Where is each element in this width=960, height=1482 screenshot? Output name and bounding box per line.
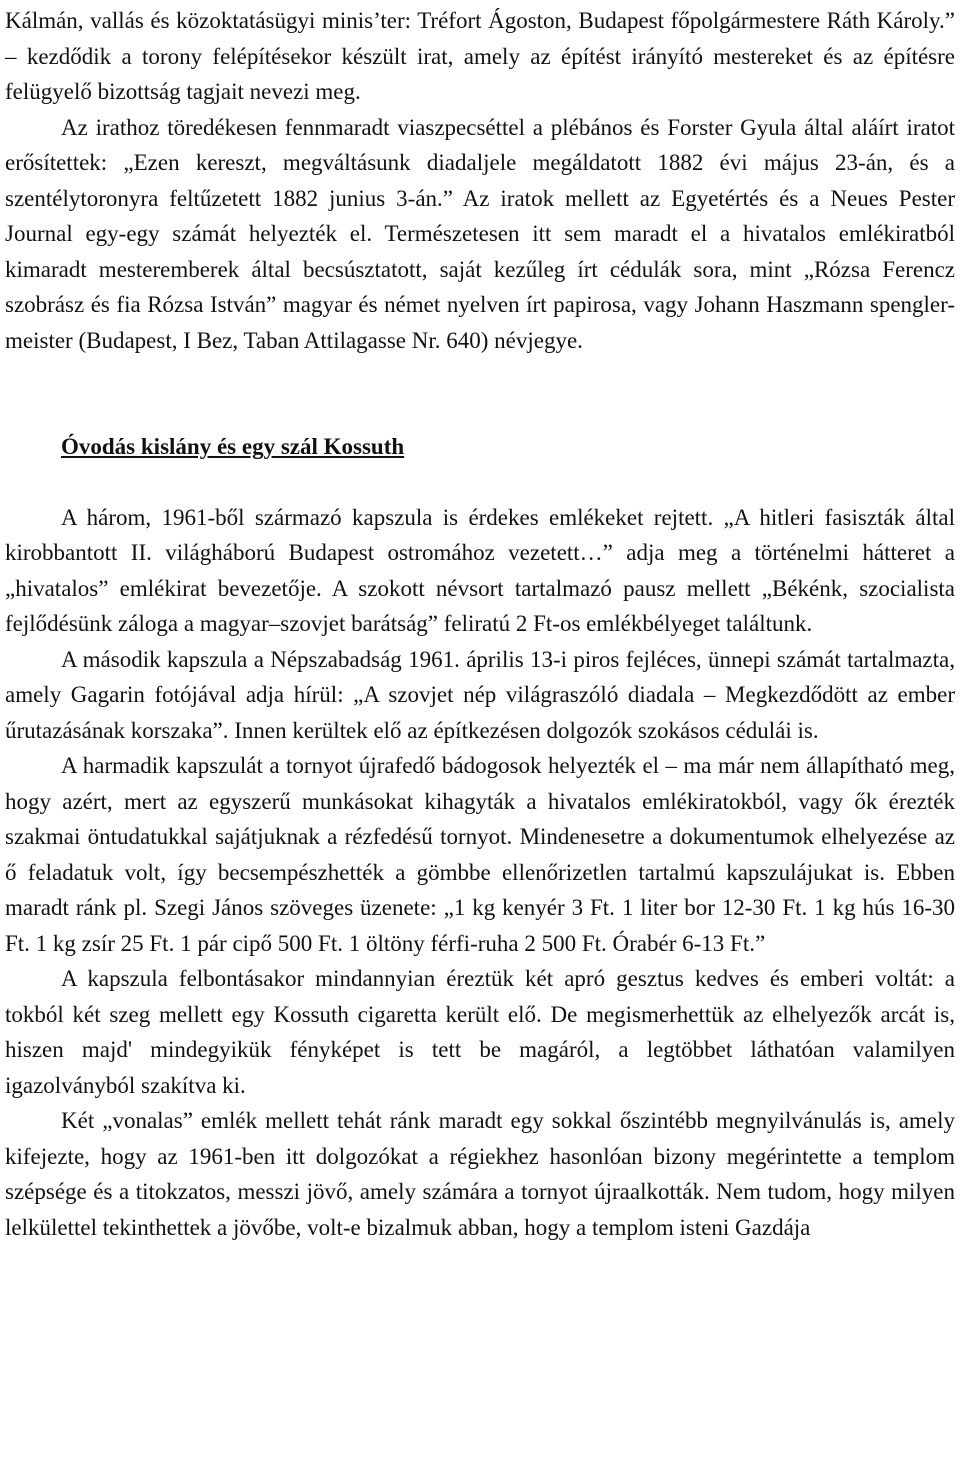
paragraph-sincere-message: Két „vonalas” emlék mellett tehát ránk maradt egy sokkal őszintébb megnyilvánulás is, amely kifejezte, hogy az 1961-ben itt dolgozókat a régiekhez hasonlóan bizony megérintette a templom szépsége és a titokzatos, messzi jövő, amely számára a tornyot újraalkották. Nem tudom, hogy milyen lelkülettel tekinthettek a jövőbe, volt-e bizalmuk abban, hogy a templom isteni Gazdája (5, 1108, 955, 1240)
paragraph-seal-document: Az irathoz töredékesen fennmaradt viaszpecséttel a plébános és Forster Gyula által aláírt iratot erősítettek: „Ezen kereszt, megváltásunk diadaljele megáldatott 1882 évi május 23-án, és a szentélytoronyra feltűzetett 1882 junius 3-án.” Az iratok mellett az Egyetértés és a Neues Pester Journal egy-egy számát helyezték el. Természetesen itt sem maradt el a hivatalos emlékiratból kimaradt mesteremberek által becsúsztatott, saját kezűleg írt cédulák sora, mint „Rózsa Ferencz szobrász és fia Rózsa István” magyar és német nyelven írt papirosa, vagy Johann Haszmann spengler-meister (Budapest, I Bez, Taban Attilagasse Nr. 640) névjegye. (5, 114, 955, 353)
paragraph-1961-capsules: A három, 1961-ből származó kapszula is érdekes emlékeket rejtett. „A hitleri fasiszták által kirobbantott II. világháború Budapest ostromához vezetett…” adja meg a történelmi hátteret a „hivatalos” emlékirat bevezetője. A szokott névsort tartalmazó pausz mellett „Békénk, szocialista fejlődésünk záloga a magyar–szovjet barátság” feliratú 2 Ft-os emlékbélyeget találtunk. (5, 504, 955, 636)
paragraph-third-capsule: A harmadik kapszulát a tornyot újrafedő bádogosok helyezték el – ma már nem állapítható meg, hogy azért, mert az egyszerű munkásokat kihagyták a hivatalos emlékiratokból, vagy ők érezték szakmai öntudatukkal sajátjuknak a rézfedésű tornyot. Mindenesetre a dokumentumok elhelyezése az ő feladatuk volt, így becsempészhették a gömbbe ellenőrizetlen tartalmú kapszulájukat is. Ebben maradt ránk pl. Szegi János szöveges üzenete: „1 kg kenyér 3 Ft. 1 liter bor 12-30 Ft. 1 kg hús 16-30 Ft. 1 kg zsír 25 Ft. 1 pár cipő 500 Ft. 1 öltöny férfi-ruha 2 500 Ft. Órabér 6-13 Ft.” (5, 753, 955, 956)
paragraph-second-capsule: A második kapszula a Népszabadság 1961. április 13-i piros fejléces, ünnepi számát tartalmazta, amely Gagarin fotójával adja hírül: „A szovjet nép világraszóló diadala – Megkezdődött az ember űrutazásának korszaka”. Innen kerültek elő az építkezésen dolgozók szokásos cédulái is. (5, 646, 955, 743)
section-heading: Óvodás kislány és egy szál Kossuth (61, 434, 405, 459)
paragraph-capsule-opening: A kapszula felbontásakor mindannyian éreztük két apró gesztus kedves és emberi voltát: a tokból két szeg mellett egy Kossuth cigaretta került elő. De megismerhettük az elhelyezők arcát is, hiszen majd' mindegyikük fényképet is tett be magáról, a legtöbbet láthatóan valamilyen igazolványból szakítva ki. (5, 966, 955, 1098)
document-page (5, 3, 955, 1245)
paragraph-tower-document: Kálmán, vallás és közoktatásügyi minis’ter: Tréfort Ágoston, Budapest főpolgármestere Ráth Károly.” – kezdődik a torony felépítésekor készült irat, amely az építést irányító mestereket és az építésre felügyelő bizottság tagjait nevezi meg. (5, 8, 955, 104)
